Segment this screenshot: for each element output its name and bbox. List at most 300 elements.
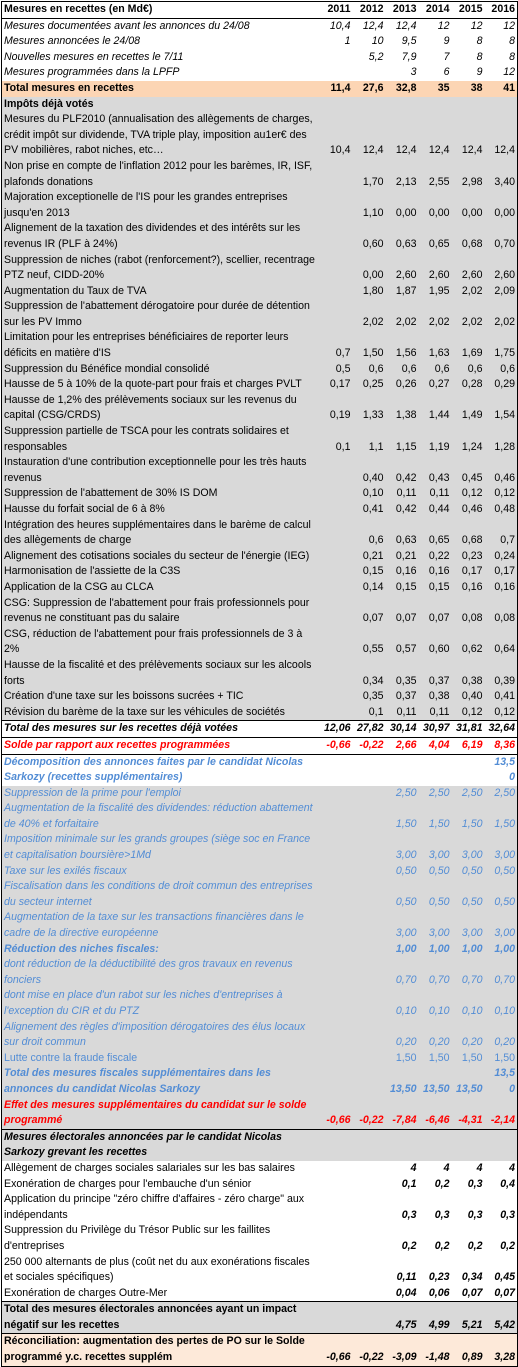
cell-2011 xyxy=(320,705,353,721)
cell-2011 xyxy=(320,1177,353,1193)
cell-2012: 0,15 xyxy=(353,564,386,580)
cell-2011 xyxy=(320,1161,353,1177)
cell-2013: 2,66 xyxy=(386,737,419,754)
cell-2014: 0,50 xyxy=(419,879,452,910)
table-row xyxy=(2,1334,518,1366)
cell-2016: 0,7 xyxy=(485,518,518,549)
cell-2014: 0,43 xyxy=(419,455,452,486)
cell-2013: 12,4 xyxy=(386,18,419,34)
table-row xyxy=(2,518,518,549)
table-row xyxy=(2,801,518,832)
row-label: Hausse de 1,2% des prélèvements sociaux sur les revenus du capital (CSG/CRDS) xyxy=(2,393,320,424)
cell-2015: 2,02 xyxy=(452,284,485,300)
cell-2011 xyxy=(320,1129,353,1161)
cell-2012: 0,1 xyxy=(353,705,386,721)
cell-2015: 0,00 xyxy=(452,190,485,221)
cell-2011 xyxy=(320,97,353,113)
cell-value-secondary: 0 xyxy=(509,1082,515,1095)
cell-2016: 2,09 xyxy=(485,284,518,300)
cell-2013: 1,87 xyxy=(386,284,419,300)
cell-2015: 0,50 xyxy=(452,864,485,880)
cell-2015: 2,98 xyxy=(452,159,485,190)
cell-2013: 1,38 xyxy=(386,393,419,424)
cell-2016: 2,50 xyxy=(485,786,518,802)
row-label: Création d'une taxe sur les boissons sucrées + TIC xyxy=(2,689,320,705)
table-row xyxy=(2,1177,518,1193)
table-row xyxy=(2,1255,518,1286)
cell-2014: -1,48 xyxy=(419,1334,452,1366)
cell-2011 xyxy=(320,1255,353,1286)
cell-2015: 0,20 xyxy=(452,1020,485,1051)
cell-2014: 13,50 xyxy=(419,1066,452,1097)
cell-2011 xyxy=(320,1066,353,1097)
cell-2012: 2,02 xyxy=(353,299,386,330)
cell-2012: 1,70 xyxy=(353,159,386,190)
cell-2013: 1,56 xyxy=(386,330,419,361)
cell-2016: 0,50 xyxy=(485,864,518,880)
header-row xyxy=(2,2,518,19)
cell-2011 xyxy=(320,658,353,689)
table-row xyxy=(2,253,518,284)
row-label: Impôts déjà votés xyxy=(2,97,320,113)
cell-2014: 30,97 xyxy=(419,721,452,738)
cell-2011 xyxy=(320,754,353,786)
cell-2013: 0,63 xyxy=(386,221,419,252)
cell-2012 xyxy=(353,832,386,863)
cell-2015: 0,10 xyxy=(452,988,485,1019)
cell-2013: 0,1 xyxy=(386,1177,419,1193)
cell-2014: 7 xyxy=(419,50,452,66)
cell-2014: 1,63 xyxy=(419,330,452,361)
cell-2011 xyxy=(320,159,353,190)
cell-2016 xyxy=(485,1066,518,1097)
cell-2015: 31,81 xyxy=(452,721,485,738)
cell-2014: 0,2 xyxy=(419,1177,452,1193)
cell-2012 xyxy=(353,910,386,941)
row-label: Total des mesures fiscales supplémentaires dans les annonces du candidat Nicolas Sarkozy xyxy=(2,1066,320,1097)
cell-2014: 12,4 xyxy=(419,112,452,159)
cell-2015: 0,70 xyxy=(452,957,485,988)
row-label: Alignement des cotisations sociales du secteur de l'énergie (IEG) xyxy=(2,549,320,565)
cell-2015: 0,45 xyxy=(452,455,485,486)
cell-2014: 0,22 xyxy=(419,549,452,565)
cell-2016: 4 xyxy=(485,1161,518,1177)
cell-2012: 1,1 xyxy=(353,424,386,455)
cell-2012: -0,22 xyxy=(353,1334,386,1366)
cell-2014: 0,38 xyxy=(419,689,452,705)
table-row xyxy=(2,221,518,252)
cell-2014: -6,46 xyxy=(419,1098,452,1130)
cell-2016: 0,17 xyxy=(485,564,518,580)
row-label: Hausse de 5 à 10% de la quote-part pour frais et charges PVLT xyxy=(2,377,320,393)
cell-2013: 0,20 xyxy=(386,1020,419,1051)
cell-2014: 1,19 xyxy=(419,424,452,455)
row-label: Mesures du PLF2010 (annualisation des allègements de charges, crédit impôt sur dividende, TVA triple play, imposition au1er€ des PV mobilières, rabot niches, etc… xyxy=(2,112,320,159)
row-label: Allègement de charges sociales salariales sur les bas salaires xyxy=(2,1161,320,1177)
budget-table xyxy=(1,1,518,1367)
cell-2011 xyxy=(320,942,353,958)
cell-2015 xyxy=(452,754,485,786)
cell-2016: 3,00 xyxy=(485,910,518,941)
cell-2015: 0,12 xyxy=(452,486,485,502)
table-row xyxy=(2,1129,518,1161)
cell-2011: -0,66 xyxy=(320,1098,353,1130)
table-row xyxy=(2,486,518,502)
cell-2014: 0,37 xyxy=(419,658,452,689)
table-row xyxy=(2,1051,518,1067)
row-label: Mesures annoncées le 24/08 xyxy=(2,34,320,50)
cell-2016: 0,64 xyxy=(485,627,518,658)
cell-2015: 0,6 xyxy=(452,362,485,378)
cell-2016: 1,28 xyxy=(485,424,518,455)
cell-2011 xyxy=(320,910,353,941)
table-row xyxy=(2,424,518,455)
cell-2016: 8,36 xyxy=(485,737,518,754)
cell-value: 13,5 xyxy=(494,1067,515,1080)
cell-2016: 32,64 xyxy=(485,721,518,738)
cell-2016: 3,40 xyxy=(485,159,518,190)
cell-2016: 0,50 xyxy=(485,879,518,910)
table-row xyxy=(2,502,518,518)
cell-2015: 0,3 xyxy=(452,1192,485,1223)
table-row xyxy=(2,1066,518,1097)
cell-2011 xyxy=(320,801,353,832)
cell-2016: 12 xyxy=(485,65,518,81)
cell-2013: 0,11 xyxy=(386,486,419,502)
cell-2014: 0,07 xyxy=(419,596,452,627)
cell-2014: 3,00 xyxy=(419,910,452,941)
cell-value: 13,5 xyxy=(494,755,515,768)
cell-2013: 3,00 xyxy=(386,910,419,941)
table-row xyxy=(2,754,518,786)
cell-2015: 0,34 xyxy=(452,1255,485,1286)
year-header: 2016 xyxy=(485,2,518,19)
cell-2012 xyxy=(353,988,386,1019)
cell-2013: 0,04 xyxy=(386,1286,419,1302)
table-row xyxy=(2,18,518,34)
table-row xyxy=(2,596,518,627)
cell-2016: 0,10 xyxy=(485,988,518,1019)
cell-2011 xyxy=(320,832,353,863)
cell-2015: 8 xyxy=(452,34,485,50)
row-label: Réduction des niches fiscales: xyxy=(2,942,320,958)
row-label: dont réduction de la déductibilité des gros travaux en revenus fonciers xyxy=(2,957,320,988)
cell-2015: 2,50 xyxy=(452,786,485,802)
cell-2012: 27,6 xyxy=(353,81,386,97)
cell-2012 xyxy=(353,1255,386,1286)
cell-2014 xyxy=(419,1129,452,1161)
cell-2012: 0,00 xyxy=(353,253,386,284)
cell-2012 xyxy=(353,1223,386,1254)
cell-2013: 0,6 xyxy=(386,362,419,378)
cell-2011 xyxy=(320,518,353,549)
cell-2011: 11,4 xyxy=(320,81,353,97)
cell-2013: 0,3 xyxy=(386,1192,419,1223)
cell-2013: 0,35 xyxy=(386,658,419,689)
row-label: Intégration des heures supplémentaires dans le barème de calcul des allègements de charge xyxy=(2,518,320,549)
cell-2015: 1,00 xyxy=(452,942,485,958)
table-row xyxy=(2,1098,518,1130)
cell-2011 xyxy=(320,689,353,705)
cell-2013: 0,16 xyxy=(386,564,419,580)
cell-2012 xyxy=(353,1177,386,1193)
cell-2014: 12 xyxy=(419,18,452,34)
cell-2014: 4,99 xyxy=(419,1302,452,1334)
cell-2012 xyxy=(353,1192,386,1223)
cell-2013: 0,37 xyxy=(386,689,419,705)
cell-2013: 1,00 xyxy=(386,942,419,958)
cell-2015: 0,68 xyxy=(452,221,485,252)
cell-2013: 0,10 xyxy=(386,988,419,1019)
cell-2012 xyxy=(353,1161,386,1177)
cell-2013: 0,11 xyxy=(386,1255,419,1286)
table-row xyxy=(2,721,518,738)
cell-2012: 0,6 xyxy=(353,518,386,549)
year-header: 2011 xyxy=(320,2,353,19)
cell-2012 xyxy=(353,1286,386,1302)
cell-2012: 1,33 xyxy=(353,393,386,424)
cell-2014: 0,11 xyxy=(419,705,452,721)
cell-2014: 0,65 xyxy=(419,518,452,549)
cell-2015: 1,50 xyxy=(452,801,485,832)
cell-2012: 0,55 xyxy=(353,627,386,658)
table-row xyxy=(2,1161,518,1177)
cell-2016: 0,29 xyxy=(485,377,518,393)
cell-2016: 8 xyxy=(485,50,518,66)
cell-2014: 0,44 xyxy=(419,502,452,518)
cell-2015: 4 xyxy=(452,1161,485,1177)
cell-2012: 0,60 xyxy=(353,221,386,252)
year-header: 2012 xyxy=(353,2,386,19)
cell-2011: 12,06 xyxy=(320,721,353,738)
cell-2011 xyxy=(320,299,353,330)
cell-2011: -0,66 xyxy=(320,737,353,754)
table-row xyxy=(2,362,518,378)
cell-2013: 0,07 xyxy=(386,596,419,627)
cell-2015: 0,12 xyxy=(452,705,485,721)
cell-2014: 4 xyxy=(419,1161,452,1177)
cell-2014: 0,20 xyxy=(419,1020,452,1051)
table-row xyxy=(2,284,518,300)
cell-2016: 0,70 xyxy=(485,957,518,988)
table-row xyxy=(2,299,518,330)
table-row xyxy=(2,1192,518,1223)
cell-2016: 3,28 xyxy=(485,1334,518,1366)
cell-2011 xyxy=(320,864,353,880)
cell-2014: 4,04 xyxy=(419,737,452,754)
cell-2011 xyxy=(320,596,353,627)
cell-2012: 0,14 xyxy=(353,580,386,596)
table-row xyxy=(2,988,518,1019)
cell-2012 xyxy=(353,1302,386,1334)
cell-value-secondary: 0 xyxy=(509,771,515,784)
cell-2012: 0,6 xyxy=(353,362,386,378)
cell-2014: 1,44 xyxy=(419,393,452,424)
cell-2016: 0,6 xyxy=(485,362,518,378)
cell-2016: 0,12 xyxy=(485,705,518,721)
cell-2016: 1,75 xyxy=(485,330,518,361)
cell-2011 xyxy=(320,455,353,486)
cell-2012: 0,41 xyxy=(353,502,386,518)
cell-2015: 0,07 xyxy=(452,1286,485,1302)
cell-2013: 7,9 xyxy=(386,50,419,66)
table-row xyxy=(2,97,518,113)
row-label: Révision du barème de la taxe sur les véhicules de sociétés xyxy=(2,705,320,721)
cell-2013: -3,09 xyxy=(386,1334,419,1366)
cell-2015: 0,3 xyxy=(452,1177,485,1193)
cell-2013: 0,26 xyxy=(386,377,419,393)
cell-2013: 0,15 xyxy=(386,580,419,596)
cell-2012 xyxy=(353,879,386,910)
cell-2011 xyxy=(320,1051,353,1067)
cell-2012: 1,10 xyxy=(353,190,386,221)
cell-2016: 0,70 xyxy=(485,221,518,252)
row-label: Suppression partielle de TSCA pour les contrats solidaires et responsables xyxy=(2,424,320,455)
cell-2015: 9 xyxy=(452,65,485,81)
table-row xyxy=(2,957,518,988)
table-row xyxy=(2,627,518,658)
cell-2016: 5,42 xyxy=(485,1302,518,1334)
cell-2011 xyxy=(320,221,353,252)
cell-2011 xyxy=(320,1223,353,1254)
cell-2012: 12,4 xyxy=(353,112,386,159)
cell-2015: 3,00 xyxy=(452,832,485,863)
table-row xyxy=(2,942,518,958)
cell-2016: 0,46 xyxy=(485,455,518,486)
cell-2015: 8 xyxy=(452,50,485,66)
cell-2011 xyxy=(320,50,353,66)
cell-2015: 1,69 xyxy=(452,330,485,361)
cell-2012: -0,22 xyxy=(353,737,386,754)
cell-2012 xyxy=(353,864,386,880)
cell-2014: 2,50 xyxy=(419,786,452,802)
row-label: Hausse de la fiscalité et des prélèvements sociaux sur les alcools forts xyxy=(2,658,320,689)
row-label: Suppression de la prime pour l'emploi xyxy=(2,786,320,802)
cell-2011 xyxy=(320,580,353,596)
table-row xyxy=(2,864,518,880)
cell-2015: 6,19 xyxy=(452,737,485,754)
cell-2011 xyxy=(320,1192,353,1223)
cell-2013: 0,57 xyxy=(386,627,419,658)
cell-2014: 9 xyxy=(419,34,452,50)
row-label: Augmentation de la fiscalité des dividendes: réduction abattement de 40% et forfaitaire xyxy=(2,801,320,832)
row-label: Nouvelles mesures en recettes le 7/11 xyxy=(2,50,320,66)
row-label: Harmonisation de l'assiette de la C3S xyxy=(2,564,320,580)
table-row xyxy=(2,549,518,565)
cell-2014: 0,2 xyxy=(419,1223,452,1254)
row-label: Mesures programmées dans la LPFP xyxy=(2,65,320,81)
cell-2014: 1,50 xyxy=(419,1051,452,1067)
cell-2011: 0,7 xyxy=(320,330,353,361)
cell-2015 xyxy=(452,97,485,113)
cell-2014: 0,3 xyxy=(419,1192,452,1223)
cell-2013: 1,50 xyxy=(386,801,419,832)
cell-2016: 0,45 xyxy=(485,1255,518,1286)
cell-2014: 6 xyxy=(419,65,452,81)
cell-2013: 2,50 xyxy=(386,786,419,802)
cell-2012: 0,07 xyxy=(353,596,386,627)
cell-2014: 0,6 xyxy=(419,362,452,378)
cell-2011 xyxy=(320,879,353,910)
cell-2011: 0,1 xyxy=(320,424,353,455)
cell-2016 xyxy=(485,1129,518,1161)
cell-2011 xyxy=(320,564,353,580)
cell-2016: 0,20 xyxy=(485,1020,518,1051)
cell-2014: 0,10 xyxy=(419,988,452,1019)
cell-2011: 10,4 xyxy=(320,18,353,34)
cell-2016: 0,12 xyxy=(485,486,518,502)
row-label: Suppression de l'abattement dérogatoire pour durée de détention sur les PV Immo xyxy=(2,299,320,330)
row-label: 250 000 alternants de plus (coût net du aux exonérations fiscales et sociales spécifiques) xyxy=(2,1255,320,1286)
cell-2012 xyxy=(353,97,386,113)
cell-2013: 12,4 xyxy=(386,112,419,159)
cell-2011 xyxy=(320,190,353,221)
cell-2012: 12,4 xyxy=(353,18,386,34)
row-label: Total des mesures électorales annoncées ayant un impact négatif sur les recettes xyxy=(2,1302,320,1334)
row-label: Total mesures en recettes xyxy=(2,81,320,97)
year-header: 2015 xyxy=(452,2,485,19)
cell-2016: 1,50 xyxy=(485,1051,518,1067)
cell-2014: 0,23 xyxy=(419,1255,452,1286)
table-row xyxy=(2,580,518,596)
cell-2012: 0,35 xyxy=(353,689,386,705)
cell-2014: 3,00 xyxy=(419,832,452,863)
table-row xyxy=(2,112,518,159)
cell-2013: 3 xyxy=(386,65,419,81)
row-label: Suppression du Bénéfice mondial consolidé xyxy=(2,362,320,378)
cell-2014 xyxy=(419,754,452,786)
cell-2015 xyxy=(452,1129,485,1161)
row-label: Augmentation de la taxe sur les transactions financières dans le cadre de la directive européenne xyxy=(2,910,320,941)
row-label: Lutte contre la fraude fiscale xyxy=(2,1051,320,1067)
row-label: Instauration d'une contribution exceptionnelle pour les très hauts revenus xyxy=(2,455,320,486)
table-row xyxy=(2,81,518,97)
cell-2012: 0,21 xyxy=(353,549,386,565)
cell-2012 xyxy=(353,942,386,958)
cell-2015: 0,89 xyxy=(452,1334,485,1366)
cell-2011: 0,17 xyxy=(320,377,353,393)
cell-2011: 10,4 xyxy=(320,112,353,159)
cell-2016: 0,4 xyxy=(485,1177,518,1193)
row-label: Exonération de charges pour l'embauche d'un sénior xyxy=(2,1177,320,1193)
row-label: Hausse du forfait social de 6 à 8% xyxy=(2,502,320,518)
cell-2016 xyxy=(485,754,518,786)
cell-2016: 0,07 xyxy=(485,1286,518,1302)
cell-2011: 0,19 xyxy=(320,393,353,424)
row-label: Réconciliation: augmentation des pertes de PO sur le Solde programmé y.c. recettes supplém xyxy=(2,1334,320,1366)
cell-2016: 0,08 xyxy=(485,596,518,627)
cell-2016: 8 xyxy=(485,34,518,50)
cell-2015: 1,49 xyxy=(452,393,485,424)
cell-2016: 0,48 xyxy=(485,502,518,518)
year-header: 2014 xyxy=(419,2,452,19)
cell-2016 xyxy=(485,97,518,113)
cell-2015: 0,46 xyxy=(452,502,485,518)
cell-2011: 0,5 xyxy=(320,362,353,378)
cell-2016: 1,00 xyxy=(485,942,518,958)
row-label: Application du principe "zéro chiffre d'affaires - zéro charge" aux indépendants xyxy=(2,1192,320,1223)
cell-2013 xyxy=(386,1129,419,1161)
cell-2014: 0,27 xyxy=(419,377,452,393)
cell-2015: 2,02 xyxy=(452,299,485,330)
cell-2015: 1,50 xyxy=(452,1051,485,1067)
cell-2011 xyxy=(320,549,353,565)
cell-2011 xyxy=(320,786,353,802)
cell-2013: 0,21 xyxy=(386,549,419,565)
cell-2013: 1,15 xyxy=(386,424,419,455)
row-label: Limitation pour les entreprises bénéficiaires de reporter leurs déficits en matière d'IS xyxy=(2,330,320,361)
cell-2015: 0,62 xyxy=(452,627,485,658)
